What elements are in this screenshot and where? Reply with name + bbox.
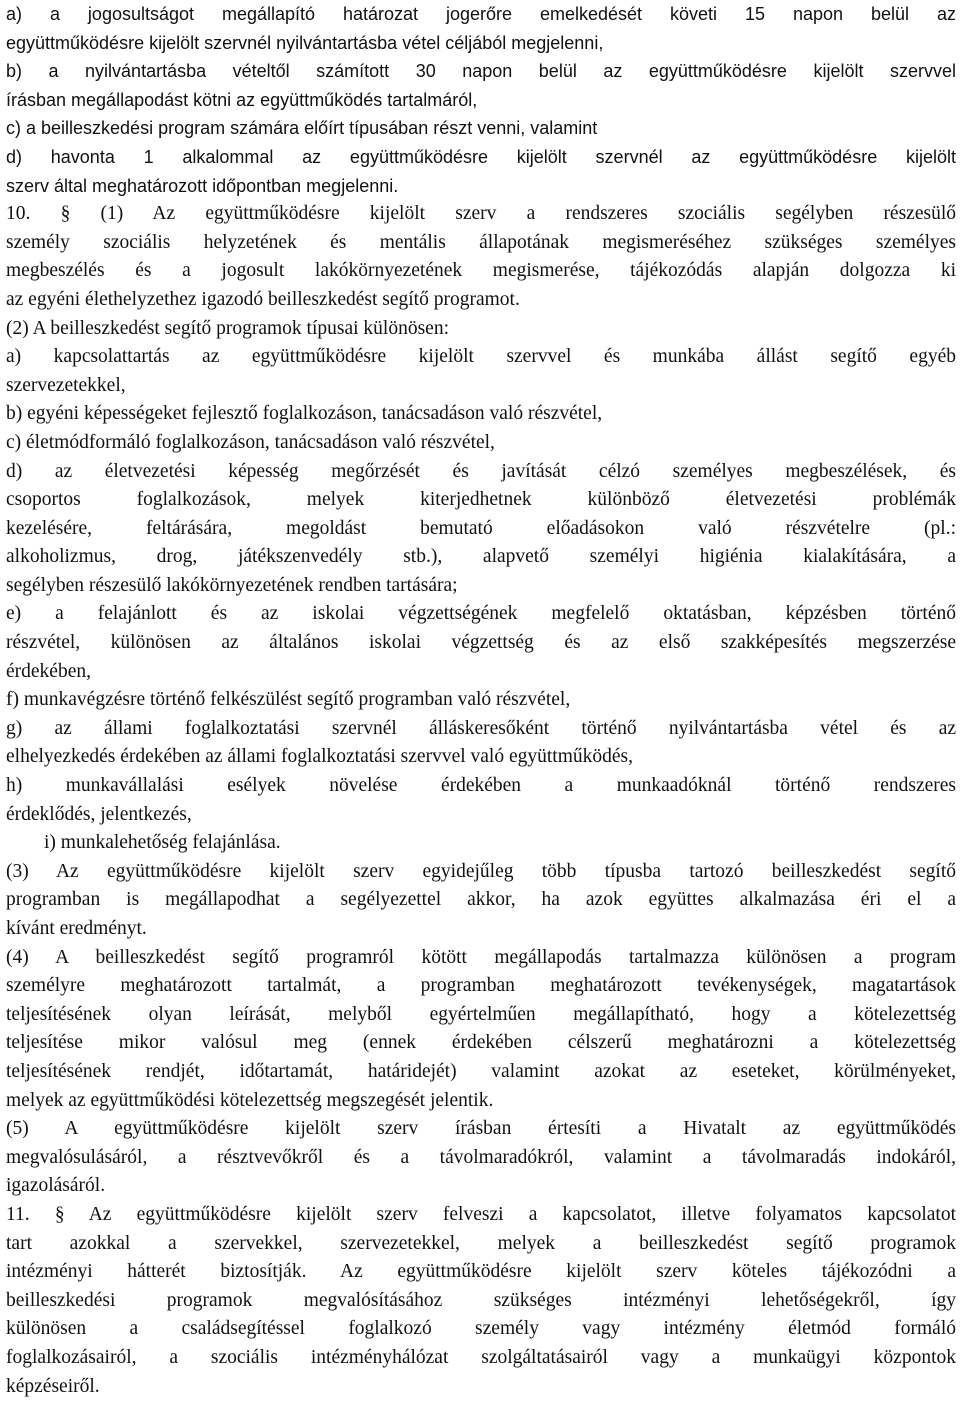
text-line: (4) A beilleszkedést segítő programról kötött megállapodás tartalmazza különösen a program (6, 946, 956, 968)
text-line: érdekében, (6, 660, 91, 682)
text-line: különösen a családsegítéssel foglalkozó személy vagy intézmény életmód formáló (6, 1318, 956, 1340)
document-page (6, 0, 956, 1401)
text-line: teljesítésének olyan leírását, melyből egyértelműen megállapítható, hogy a kötelezettség (6, 1003, 956, 1025)
text-line: d) havonta 1 alkalommal az együttműködésre kijelölt szervnél az együttműködésre kijelölt (6, 146, 956, 167)
text-line: 11. § Az együttműködésre kijelölt szerv felveszi a kapcsolatot, illetve folyamatos kapcsolatot (6, 1203, 956, 1225)
text-line: segélyben részesülő lakókörnyezetének rendben tartására; (6, 574, 458, 596)
text-line: b) egyéni képességeket fejlesztő foglalkozáson, tanácsadáson való részvétel, (6, 403, 603, 425)
text-line: részvétel, különösen az általános iskolai végzettség és az első szakképesítés megszerzése (6, 632, 956, 654)
text-line: (2) A beilleszkedést segítő programok típusai különösen: (6, 317, 450, 339)
text-line: (5) A együttműködésre kijelölt szerv írásban értesíti a Hivatalt az együttműködés (6, 1118, 956, 1140)
text-line: 10. § (1) Az együttműködésre kijelölt szerv a rendszeres szociális segélyben részesülő (6, 203, 956, 225)
text-line: igazolásáról. (6, 1175, 106, 1197)
text-line: g) az állami foglalkoztatási szervnél álláskeresőként történő nyilvántartásba vétel és az (6, 717, 956, 739)
text-line: programban is megállapodhat a segélyezettel akkor, ha azok együttes alkalmazása éri el a (6, 889, 956, 911)
text-line: a) a jogosultságot megállapító határozat jogerőre emelkedését követi 15 napon belül az (6, 4, 956, 24)
text-line: teljesítése mikor valósul meg (ennek érdekében célszerű meghatározni a kötelezettség (6, 1032, 956, 1054)
text-line: szerv által meghatározott időpontban megjelenni. (6, 175, 399, 196)
text-line: együttműködésre kijelölt szervnél nyilvántartásba vétel céljából megjelenni, (6, 32, 604, 53)
text-line: szervezetekkel, (6, 374, 126, 396)
text-line: kezelésére, feltárására, megoldást bemutató előadásokon való részvételre (pl.: (6, 517, 956, 539)
text-line: személyre meghatározott tartalmát, a programban meghatározott tevékenységek, magatartások (6, 975, 956, 997)
text-line: alkoholizmus, drog, játékszenvedély stb.), alapvető személyi higiénia kialakítására, a (6, 546, 956, 568)
text-line: e) a felajánlott és az iskolai végzettségének megfelelő oktatásban, képzésben történő (6, 603, 956, 625)
text-line: megvalósulásáról, a résztvevőkről és a távolmaradókról, valamint a távolmaradás indokáról, (6, 1146, 956, 1168)
text-line: d) az életvezetési képesség megőrzését és javítását célzó személyes megbeszélések, és (6, 460, 956, 482)
text-line: a) kapcsolattartás az együttműködésre kijelölt szervvel és munkába állást segítő egyéb (6, 346, 956, 368)
text-line: kívánt eredményt. (6, 918, 147, 939)
text-line: b) a nyilvántartásba vételtől számított 30 napon belül az együttműködésre kijelölt szervvel (6, 61, 956, 82)
text-line: teljesítésének rendjét, időtartamát, határidejét) valamint azokat az eseteket, körülményeket, (6, 1060, 956, 1082)
text-line: f) munkavégzésre történő felkészülést segítő programban való részvétel, (6, 689, 571, 711)
text-line: beilleszkedési programok megvalósításához szükséges intézményi lehetőségekről, így (6, 1289, 956, 1311)
text-line: az egyéni élethelyzethez igazodó beilleszkedést segítő programot. (6, 288, 520, 310)
text-line: foglalkozásairól, a szociális intézményhálózat szolgáltatásairól vagy a munkaügyi központok (6, 1346, 956, 1368)
text-line: melyek az együttműködési kötelezettség megszegését jelentik. (6, 1089, 494, 1111)
text-line: c) életmódformáló foglalkozáson, tanácsadáson való részvétel, (6, 431, 495, 453)
text-line: i) munkalehetőség felajánlása. (44, 832, 281, 854)
text-line: intézményi hátterét biztosítják. Az együttműködésre kijelölt szerv köteles tájékozódni a (6, 1261, 956, 1283)
text-line: csoportos foglalkozások, melyek kiterjedhetnek különböző életvezetési problémák (6, 489, 956, 511)
text-line: elhelyezkedés érdekében az állami foglalkoztatási szervvel való együttműködés, (6, 746, 633, 768)
text-line: képzéseiről. (6, 1375, 100, 1397)
text-line: tart azokkal a szervekkel, szervezetekkel, melyek a beilleszkedést segítő programok (6, 1232, 956, 1254)
text-line: megbeszélés és a jogosult lakókörnyezetének megismerése, tájékozódás alapján dolgozza ki (6, 260, 956, 282)
text-line: c) a beilleszkedési program számára előírt típusában részt venni, valamint (6, 118, 598, 139)
text-line: személy szociális helyzetének és mentális állapotának megismeréséhez szükséges személyes (6, 231, 956, 253)
text-line: (3) Az együttműködésre kijelölt szerv egyidejűleg több típusba tartozó beilleszkedést segítő (6, 860, 956, 882)
text-line: írásban megállapodást kötni az együttműködés tartalmáról, (6, 89, 478, 110)
text-line: érdeklődés, jelentkezés, (6, 803, 192, 825)
text-line: h) munkavállalási esélyek növelése érdekében a munkaadóknál történő rendszeres (6, 775, 956, 797)
